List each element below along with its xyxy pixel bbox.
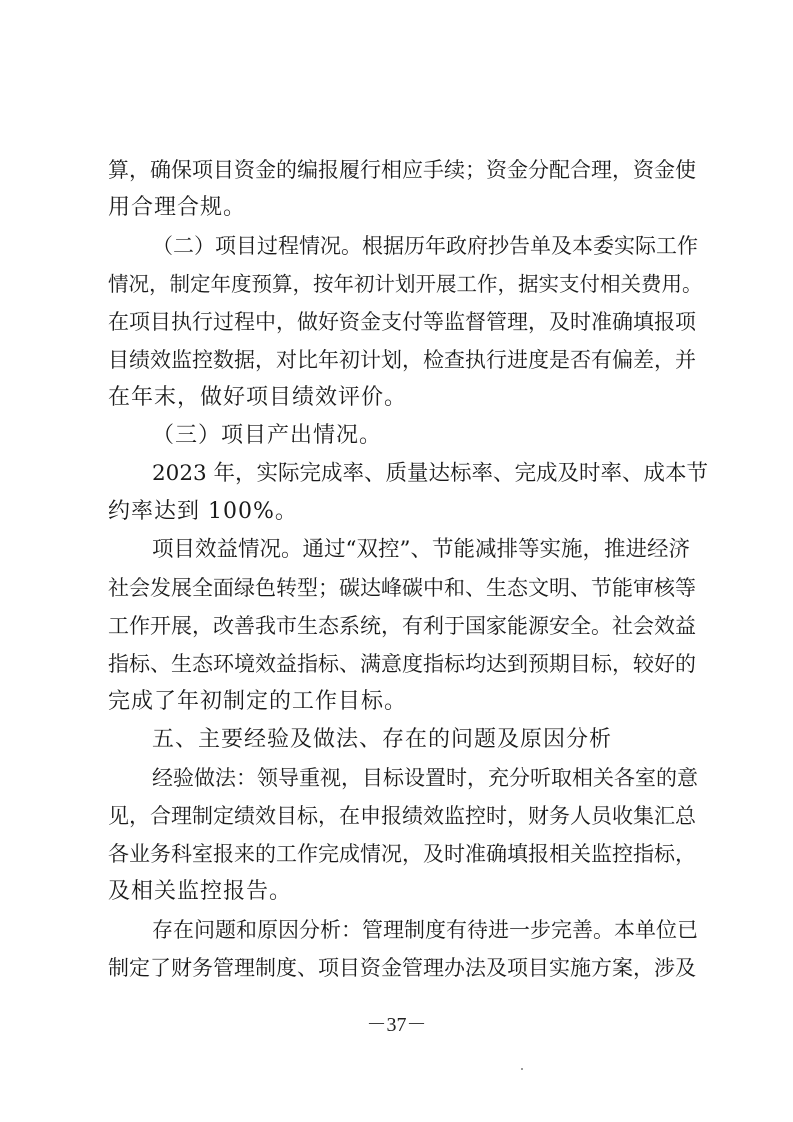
body-text-line: 见，合理制定绩效目标，在申报绩效监控时，财务人员收集汇总 bbox=[108, 804, 696, 828]
section-heading-output: （三）项目产出情况。 bbox=[152, 423, 383, 448]
body-text-line: 2023 年，实际完成率、质量达标率、完成及时率、成本节 bbox=[152, 461, 709, 486]
body-text-line: 目绩效监控数据，对比年初计划，检查执行进度是否有偏差，并 bbox=[108, 348, 696, 372]
body-text-line: 完成了年初制定的工作目标。 bbox=[108, 689, 408, 714]
body-text-line: 在项目执行过程中，做好资金支付等监督管理，及时准确填报项 bbox=[108, 310, 696, 334]
body-text-line: 社会发展全面绿色转型；碳达峰碳中和、生态文明、节能审核等 bbox=[108, 576, 696, 600]
section-heading-process: （二）项目过程情况。根据历年政府抄告单及本委实际工作 bbox=[152, 234, 698, 258]
body-text-line: 在年末，做好项目绩效评价。 bbox=[108, 385, 408, 410]
body-text-line: 算，确保项目资金的编报履行相应手续；资金分配合理，资金使 bbox=[108, 158, 696, 182]
paragraph-problems: 存在问题和原因分析：管理制度有待进一步完善。本单位已 bbox=[152, 918, 698, 942]
page-number: －37－ bbox=[366, 1014, 427, 1036]
body-text-line: 情况，制定年度预算，按年初计划开展工作，据实支付相关费用。 bbox=[108, 272, 703, 296]
body-text-line: 各业务科室报来的工作完成情况，及时准确填报相关监控指标， bbox=[108, 842, 696, 866]
body-text-line: 及相关监控报告。 bbox=[108, 879, 293, 904]
body-text-line: 指标、生态环境效益指标、满意度指标均达到预期目标，较好的 bbox=[108, 652, 696, 676]
paragraph-benefit: 项目效益情况。通过“双控”、节能减排等实施，推进经济 bbox=[152, 537, 690, 562]
paragraph-experience: 经验做法：领导重视，目标设置时，充分听取相关各室的意 bbox=[152, 766, 698, 790]
body-text-line: 约率达到 100%。 bbox=[108, 499, 298, 524]
section-heading-experience: 五、主要经验及做法、存在的问题及原因分析 bbox=[152, 727, 613, 752]
body-text-line: 用合理合规。 bbox=[108, 195, 247, 220]
scan-speck bbox=[521, 1068, 523, 1070]
body-text-line: 制定了财务管理制度、项目资金管理办法及项目实施方案，涉及 bbox=[108, 956, 696, 980]
body-text-line: 工作开展，改善我市生态系统，有利于国家能源安全。社会效益 bbox=[108, 614, 696, 638]
